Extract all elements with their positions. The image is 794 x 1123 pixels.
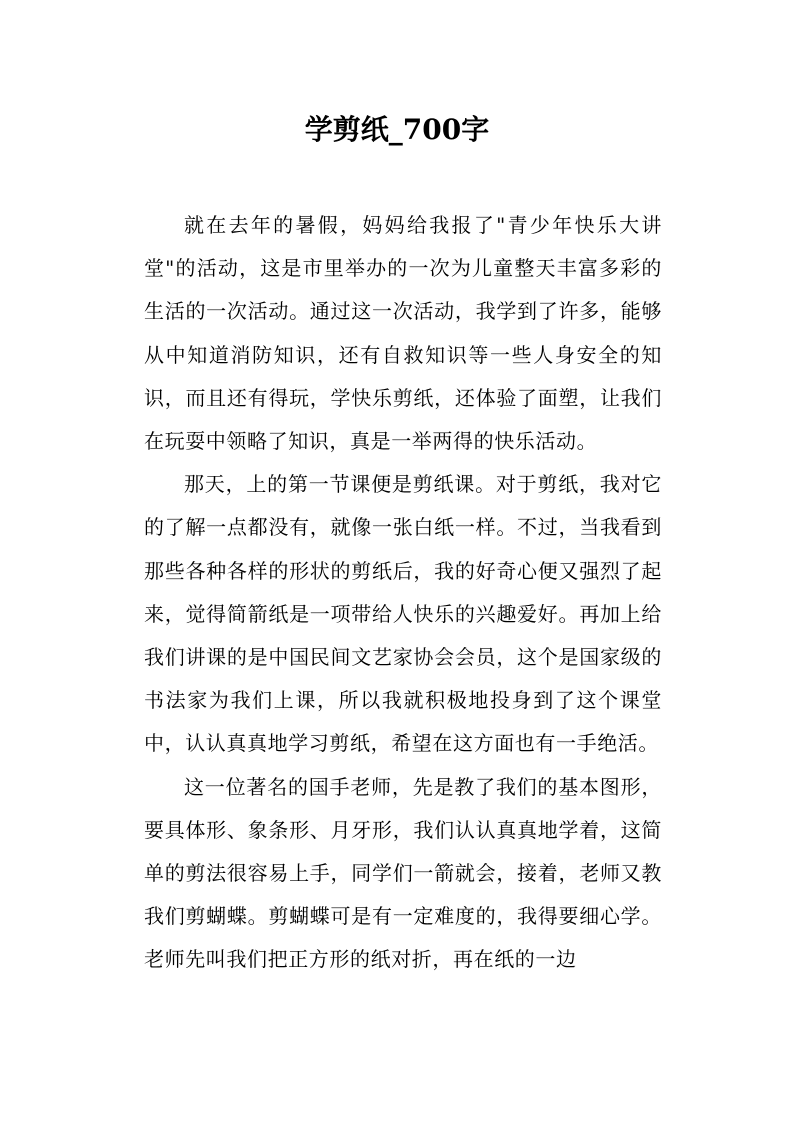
document-title: 学剪纸_700字 <box>304 113 490 146</box>
document-body <box>144 204 662 982</box>
paragraph: 那天，上的第一节课便是剪纸课。对于剪纸，我对它的了解一点都没有，就像一张白纸一样。不过，当我看到那些各种各样的形状的剪纸后，我的好奇心便又强烈了起来，觉得简箭纸是一项带给人快乐的兴趣爱好。再加上给我们讲课的是中国民间文艺家协会会员，这个是国家级的书法家为我们上课，所以我就积极地投身到了这个课堂中，认认真真地学习剪纸，希望在这方面也有一手绝活。 <box>144 472 662 756</box>
paragraph: 就在去年的暑假，妈妈给我报了"青少年快乐大讲堂"的活动，这是市里举办的一次为儿童整天丰富多彩的生活的一次活动。通过这一次活动，我学到了许多，能够从中知道消防知识，还有自救知识等一些人身安全的知识，而且还有得玩，学快乐剪纸，还体验了面塑，让我们在玩耍中领略了知识，真是一举两得的快乐活动。 <box>144 213 662 454</box>
paragraph: 这一位著名的国手老师，先是教了我们的基本图形，要具体形、象条形、月牙形，我们认认真真地学着，这简单的剪法很容易上手，同学们一箭就会，接着，老师又教我们剪蝴蝶。剪蝴蝶可是有一定难度的，我得要细心学。老师先叫我们把正方形的纸对折，再在纸的一边 <box>144 774 662 972</box>
